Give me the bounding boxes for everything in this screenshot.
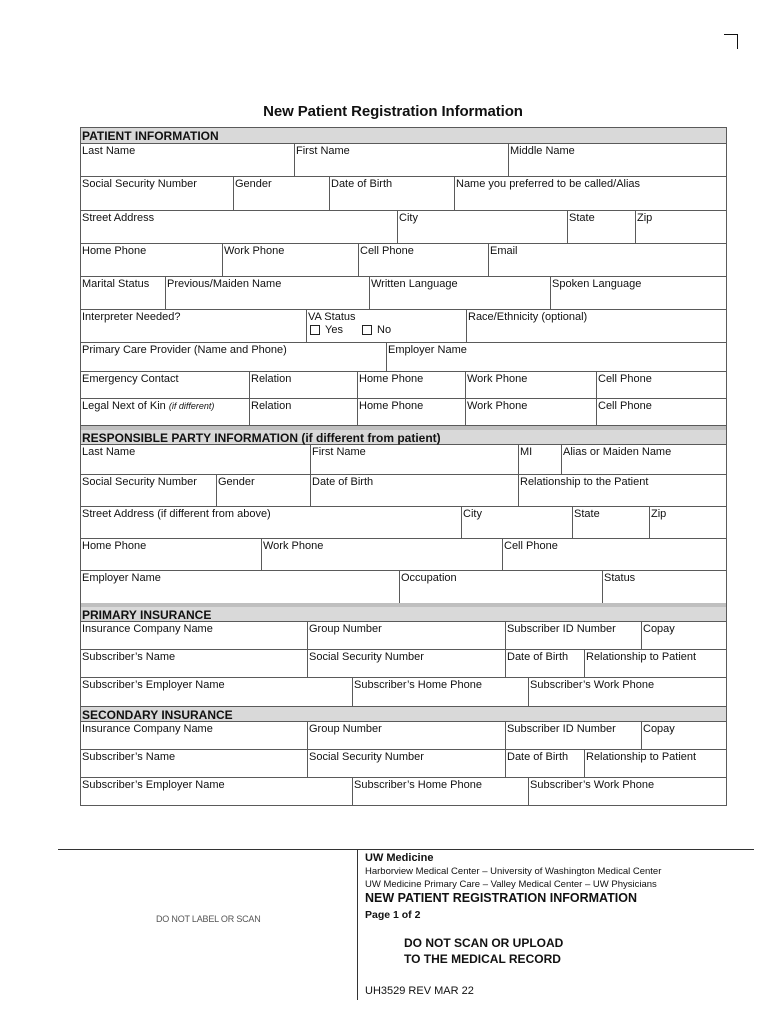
patient-home-phone-field[interactable]: Home Phone (82, 245, 147, 257)
patient-marital-field[interactable]: Marital Status (82, 278, 150, 290)
secondary-employer-row (81, 778, 726, 805)
responsible-mi-field[interactable]: MI (518, 445, 561, 474)
kin-home-phone-field[interactable]: Home Phone (357, 399, 465, 425)
va-yes-checkbox[interactable] (310, 325, 320, 335)
va-status-options (308, 324, 465, 337)
secondary-company-field[interactable]: Insurance Company Name (82, 723, 213, 735)
va-yes-label: Yes (325, 324, 343, 336)
patient-section-heading: PATIENT INFORMATION (81, 128, 726, 144)
patient-last-name-field[interactable]: Last Name (82, 145, 136, 157)
kin-cell-phone-field[interactable]: Cell Phone (596, 399, 726, 425)
patient-provider-row (81, 343, 726, 372)
responsible-employer-field[interactable]: Employer Name (82, 572, 161, 584)
patient-identity-row (81, 177, 726, 211)
patient-maiden-name-field[interactable]: Previous/Maiden Name (165, 277, 369, 309)
responsible-city-field[interactable]: City (461, 507, 572, 538)
primary-subscriber-name-field[interactable]: Subscriber’s Name (82, 651, 176, 663)
emergency-contact-field[interactable]: Emergency Contact (82, 373, 179, 385)
responsible-home-phone-field[interactable]: Home Phone (82, 540, 147, 552)
secondary-copay-field[interactable]: Copay (641, 722, 726, 749)
patient-race-field[interactable]: Race/Ethnicity (optional) (466, 310, 726, 342)
secondary-employer-field[interactable]: Subscriber’s Employer Name (82, 779, 225, 791)
responsible-alias-field[interactable]: Alias or Maiden Name (561, 445, 726, 474)
secondary-group-field[interactable]: Group Number (307, 722, 505, 749)
patient-emergency-row (81, 372, 726, 399)
responsible-occupation-field[interactable]: Occupation (399, 571, 602, 603)
primary-company-row (81, 622, 726, 650)
secondary-relationship-field[interactable]: Relationship to Patient (584, 750, 726, 777)
footer-facilities-line1: Harborview Medical Center – University of Washington Medical Center (365, 866, 662, 877)
patient-first-name-field[interactable]: First Name (294, 144, 508, 176)
primary-insurance-heading: PRIMARY INSURANCE (81, 603, 726, 622)
next-of-kin-note: (if different) (168, 401, 215, 411)
patient-middle-name-field[interactable]: Middle Name (508, 144, 726, 176)
registration-form (80, 127, 727, 806)
responsible-dob-field[interactable]: Date of Birth (310, 475, 518, 506)
emergency-home-phone-field[interactable]: Home Phone (357, 372, 465, 398)
secondary-insurance-heading: SECONDARY INSURANCE (81, 706, 726, 722)
patient-va-status-field (306, 310, 466, 342)
patient-dob-field[interactable]: Date of Birth (329, 177, 454, 210)
primary-dob-field[interactable]: Date of Birth (505, 650, 584, 677)
patient-state-field[interactable]: State (567, 211, 635, 243)
patient-name-row (81, 144, 726, 177)
kin-work-phone-field[interactable]: Work Phone (465, 399, 596, 425)
responsible-identity-row (81, 475, 726, 507)
va-no-label: No (377, 324, 392, 336)
footer-page-number: Page 1 of 2 (365, 909, 421, 921)
patient-city-field[interactable]: City (397, 211, 567, 243)
responsible-zip-field[interactable]: Zip (649, 507, 726, 538)
primary-work-phone-field[interactable]: Subscriber’s Work Phone (528, 678, 726, 706)
responsible-section-heading: RESPONSIBLE PARTY INFORMATION (if different from patient) (81, 426, 726, 445)
responsible-last-name-field[interactable]: Last Name (82, 446, 136, 458)
patient-written-language-field[interactable]: Written Language (369, 277, 550, 309)
primary-home-phone-field[interactable]: Subscriber’s Home Phone (352, 678, 528, 706)
primary-group-field[interactable]: Group Number (307, 622, 505, 649)
secondary-subscriber-name-field[interactable]: Subscriber’s Name (82, 751, 176, 763)
secondary-subscriber-row (81, 750, 726, 778)
responsible-employer-row (81, 571, 726, 603)
footer-left-rule (58, 849, 357, 850)
responsible-relationship-field[interactable]: Relationship to the Patient (518, 475, 726, 506)
patient-interpreter-field[interactable]: Interpreter Needed? (82, 311, 181, 323)
va-no-checkbox[interactable] (362, 325, 372, 335)
next-of-kin-label: Legal Next of Kin (82, 400, 166, 412)
primary-subscriber-id-field[interactable]: Subscriber ID Number (505, 622, 641, 649)
responsible-state-field[interactable]: State (572, 507, 649, 538)
patient-email-field[interactable]: Email (488, 244, 726, 276)
primary-copay-field[interactable]: Copay (641, 622, 726, 649)
do-not-label-notice: DO NOT LABEL OR SCAN (156, 914, 261, 924)
patient-spoken-language-field[interactable]: Spoken Language (550, 277, 726, 309)
primary-employer-field[interactable]: Subscriber’s Employer Name (82, 679, 225, 691)
footer-form-title: NEW PATIENT REGISTRATION INFORMATION (365, 891, 637, 905)
responsible-name-row (81, 445, 726, 475)
page-title: New Patient Registration Information (263, 103, 523, 120)
responsible-cell-phone-field[interactable]: Cell Phone (502, 539, 726, 570)
patient-pcp-field[interactable]: Primary Care Provider (Name and Phone) (82, 344, 287, 356)
patient-interpreter-row (81, 310, 726, 343)
primary-employer-row (81, 678, 726, 706)
patient-zip-field[interactable]: Zip (635, 211, 726, 243)
footer-warning-line1: DO NOT SCAN OR UPLOAD (404, 936, 564, 950)
footer-org-name: UW Medicine (365, 852, 434, 864)
secondary-home-phone-field[interactable]: Subscriber’s Home Phone (352, 778, 528, 805)
patient-work-phone-field[interactable]: Work Phone (222, 244, 358, 276)
patient-address-row (81, 211, 726, 244)
kin-relation-field[interactable]: Relation (249, 399, 357, 425)
crop-mark-icon (724, 34, 738, 49)
footer-right-rule (357, 849, 754, 850)
patient-cell-phone-field[interactable]: Cell Phone (358, 244, 488, 276)
patient-gender-field[interactable]: Gender (233, 177, 329, 210)
responsible-ssn-field[interactable]: Social Security Number (82, 476, 197, 488)
patient-street-field[interactable]: Street Address (82, 212, 155, 224)
emergency-work-phone-field[interactable]: Work Phone (465, 372, 596, 398)
next-of-kin-field[interactable] (81, 399, 249, 425)
responsible-phone-row (81, 539, 726, 571)
patient-kin-row (81, 399, 726, 426)
patient-language-row (81, 277, 726, 310)
footer-warning-line2: TO THE MEDICAL RECORD (404, 952, 561, 966)
emergency-cell-phone-field[interactable]: Cell Phone (596, 372, 726, 398)
primary-subscriber-row (81, 650, 726, 678)
secondary-ssn-field[interactable]: Social Security Number (307, 750, 505, 777)
secondary-work-phone-field[interactable]: Subscriber’s Work Phone (528, 778, 726, 805)
responsible-first-name-field[interactable]: First Name (310, 445, 518, 474)
footer-divider (357, 850, 358, 1000)
responsible-status-field[interactable]: Status (602, 571, 726, 603)
va-status-label: VA Status (308, 311, 356, 323)
emergency-relation-field[interactable]: Relation (249, 372, 357, 398)
responsible-work-phone-field[interactable]: Work Phone (261, 539, 502, 570)
patient-phone-row (81, 244, 726, 277)
patient-ssn-field[interactable]: Social Security Number (82, 178, 197, 190)
primary-company-field[interactable]: Insurance Company Name (82, 623, 213, 635)
responsible-address-row (81, 507, 726, 539)
primary-ssn-field[interactable]: Social Security Number (307, 650, 505, 677)
secondary-subscriber-id-field[interactable]: Subscriber ID Number (505, 722, 641, 749)
footer-form-code: UH3529 REV MAR 22 (365, 985, 474, 997)
secondary-company-row (81, 722, 726, 750)
patient-employer-field[interactable]: Employer Name (386, 343, 726, 371)
responsible-street-field[interactable]: Street Address (if different from above) (82, 508, 271, 520)
footer-facilities-line2: UW Medicine Primary Care – Valley Medical Center – UW Physicians (365, 879, 657, 890)
primary-relationship-field[interactable]: Relationship to Patient (584, 650, 726, 677)
responsible-gender-field[interactable]: Gender (216, 475, 310, 506)
secondary-dob-field[interactable]: Date of Birth (505, 750, 584, 777)
patient-preferred-name-field[interactable]: Name you preferred to be called/Alias (454, 177, 726, 210)
